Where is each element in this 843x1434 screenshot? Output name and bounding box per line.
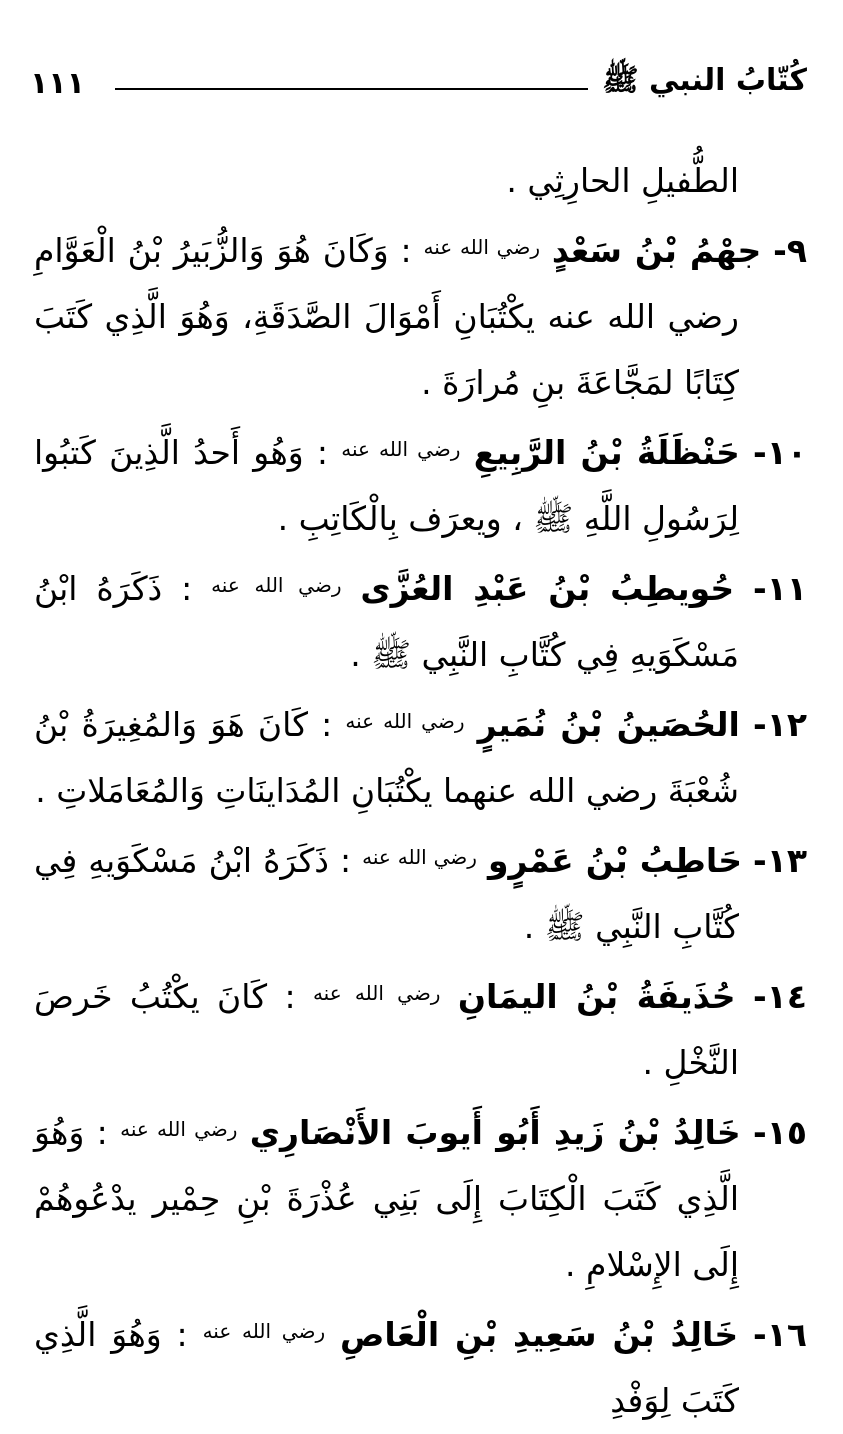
entry-name: خَالِدُ بْنُ زَيدِ أَبُو أَيوبَ الأَنْصَارِي: [249, 1113, 741, 1152]
entry-number: ١٤-: [752, 977, 807, 1016]
entry-name: حَاطِبُ بْنُ عَمْرٍو: [487, 841, 742, 880]
running-title: كُتّابُ النبي ﷺ: [602, 62, 807, 98]
entry-name: حُذَيفَةُ بْنُ اليمَانِ: [457, 977, 736, 1016]
honorific: رضي الله عنه: [341, 437, 461, 461]
entry-number: ٩-: [773, 231, 807, 270]
entry-name: خَالِدُ بْنُ سَعِيدِ بْنِ الْعَاصِ: [340, 1315, 739, 1354]
entry-text: : وَهُوَ الَّذِي كَتَبَ لِوَفْدِ: [34, 1315, 739, 1420]
entry-14: [34, 960, 807, 1096]
entry-text: : ذَكَرَهُ ابْنُ مَسْكَوَيهِ فِي كُتَّابِ النَّبِي ﷺ .: [34, 569, 739, 674]
entry-name: حَنْظَلَةُ بْنُ الرَّبِيعِ: [473, 433, 740, 472]
header-rule: [115, 88, 588, 90]
entry-9: [34, 214, 807, 416]
entry-number: ١٠-: [753, 433, 807, 472]
entry-number: ١٦-: [753, 1315, 808, 1354]
entry-name: الحُصَينُ بْنُ نُمَيرٍ: [477, 705, 740, 744]
honorific: رضي الله عنه: [423, 235, 540, 259]
entry-text: : كَانَ يكْتُبُ خَرصَ النَّخْلِ .: [34, 977, 739, 1082]
page-number: ١١١: [30, 65, 85, 101]
entry-text: : كَانَ هَوَ وَالمُغِيرَةُ بْنُ شُعْبَةَ رضي الله عنهما يكْتُبَانِ المُدَاينَاتِ وَالمُعَامَلاتِ .: [34, 705, 739, 810]
entry-12: [34, 688, 807, 824]
entry-number: ١٢-: [753, 705, 807, 744]
entry-text: : وَهُوَ الَّذِي كَتَبَ الْكِتَابَ إِلَى بَنِي عُذْرَةَ بْنِ حِمْير يدْعُوهُمْ إِلَى الإِسْلامِ .: [34, 1113, 739, 1284]
continuation-paragraph: [34, 148, 807, 214]
entry-name: حُويطِبُ بْنُ عَبْدِ العُزَّى: [360, 569, 735, 608]
entry-number: ١١-: [752, 569, 807, 608]
entry-number: ١٥-: [752, 1113, 807, 1152]
honorific: رضي الله عنه: [312, 981, 441, 1005]
continuation-text: الطُّفيلِ الحارِثِي .: [506, 161, 739, 200]
entry-text: : وَهُو أَحدُ الَّذِينَ كَتبُوا لِرَسُولِ اللَّهِ ﷺ ، ويعرَف بِالْكَاتِبِ .: [34, 433, 739, 538]
honorific: رضي الله عنه: [120, 1117, 238, 1141]
page-body: [34, 148, 807, 1434]
honorific: رضي الله عنه: [345, 709, 465, 733]
entry-text: : ذَكَرَهُ ابْنُ مَسْكَوَيهِ فِي كُتَّابِ النَّبِي ﷺ .: [34, 841, 739, 946]
entry-15: [34, 1096, 807, 1298]
entry-name: جهْمُ بْنُ سَعْدٍ: [551, 231, 762, 270]
entry-16: [34, 1298, 807, 1434]
honorific: رضي الله عنه: [211, 573, 342, 597]
honorific: رضي الله عنه: [362, 845, 477, 869]
honorific: رضي الله عنه: [202, 1319, 326, 1343]
page-header: [30, 58, 807, 108]
entry-10: [34, 416, 807, 552]
entry-text: : وَكَانَ هُوَ وَالزُّبَيرُ بْنُ الْعَوَّامِ رضي الله عنه يكْتُبَانِ أَمْوَالَ الصَّدَقَةِ، وَهُوَ الَّذِي كَتَبَ كِتَابًا لمَجَّاعَةَ بنِ مُرارَةَ .: [34, 231, 739, 402]
entry-11: [34, 552, 807, 688]
entry-number: ١٣-: [753, 841, 808, 880]
entry-13: [34, 824, 807, 960]
